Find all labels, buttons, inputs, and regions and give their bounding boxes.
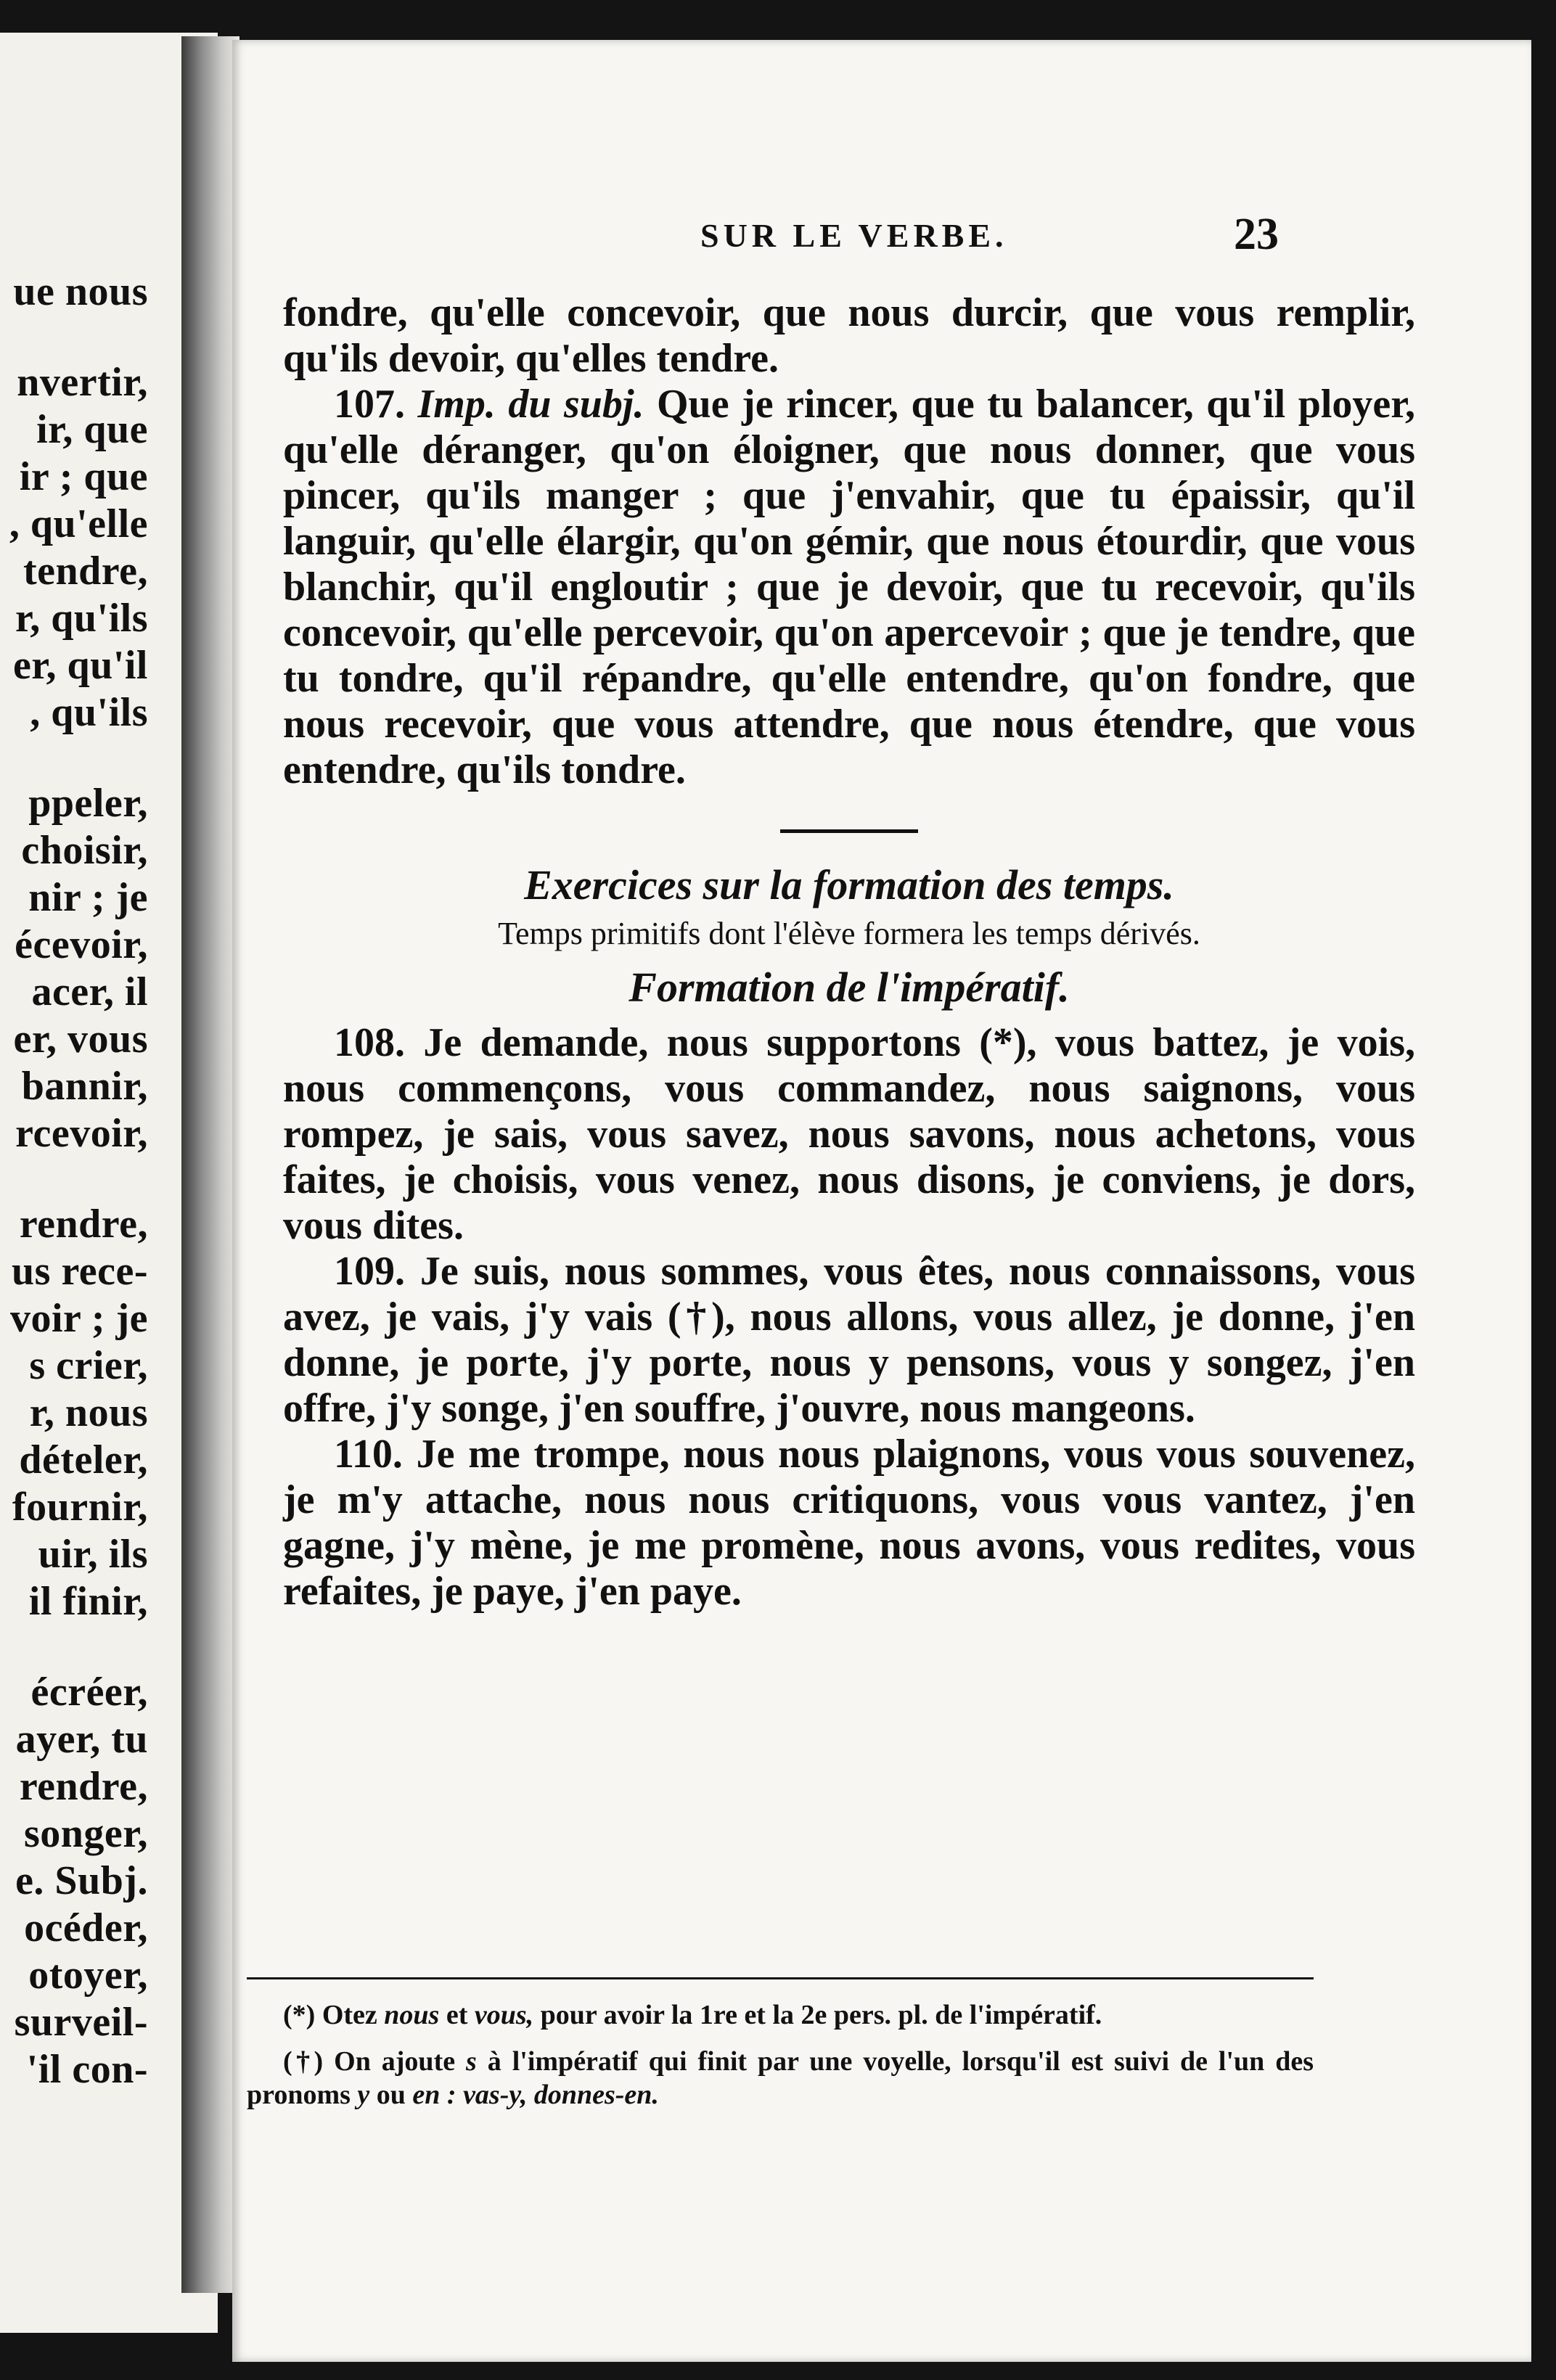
paragraph-text: Que je rincer, que tu balancer, qu'il ployer, qu'elle déranger, qu'on éloigner, que nous donner, que vous pincer, qu'ils manger ; que j'envahir, que tu épaissir, qu'il languir, qu'elle élargir, qu'on gémir, que nous étourdir, que vous blanchir, qu'il engloutir ; que je devoir, que tu recevoir, qu'ils concevoir, qu'elle percevoir, qu'on apercevoir ; que je tendre, que tu tondre, qu'il répandre, qu'elle entendre, qu'on fondre, que nous recevoir, que vous attendre, que nous étendre, que vous entendre, qu'ils tondre. [283, 382, 1415, 792]
facing-page-line: rcevoir, [15, 1111, 148, 1156]
facing-page-line: otoyer, [28, 1953, 148, 1998]
paragraph-label: Imp. du subj. [417, 382, 644, 427]
facing-page-line: songer, [23, 1811, 148, 1856]
paragraph-109 [283, 1249, 1415, 1432]
footnote-text: et [439, 2000, 475, 2030]
paragraph-number: 110. [334, 1432, 403, 1477]
section-divider [780, 829, 918, 833]
facing-page-line: écevoir, [15, 922, 148, 967]
section-subtitle: Temps primitifs dont l'élève formera les temps dérivés. [498, 916, 1200, 951]
footnote-1 [247, 1998, 1314, 2032]
facing-page-line: ue nous [13, 269, 148, 314]
facing-page-line: ayer, tu [15, 1717, 148, 1762]
running-title: SUR LE VERBE. [700, 217, 1008, 254]
facing-page-line: er, qu'il [12, 643, 148, 688]
page-number: 23 [1234, 210, 1279, 259]
footnote-italic: vous, [474, 2000, 534, 2030]
footnote-text: à l'impératif qui finit par une voyelle, lorsqu'il est suivi de l'un des pronoms [247, 2046, 1314, 2110]
footnote-italic: vas-y, donnes-en. [463, 2080, 659, 2110]
footnote-italic: en : [412, 2080, 456, 2110]
facing-page-line: er, vous [13, 1017, 148, 1062]
facing-page-line: océder, [24, 1905, 148, 1950]
facing-page-line: us rece- [12, 1249, 148, 1294]
footnote-mark: (*) [283, 2000, 316, 2030]
footnote-italic: nous [384, 2000, 440, 2030]
facing-page-line: 'il con- [26, 2047, 148, 2092]
facing-page-line: écréer, [30, 1670, 148, 1715]
facing-page-line: , qu'elle [9, 501, 148, 546]
book-gutter [181, 36, 239, 2293]
subsection-title: Formation de l'impératif. [628, 964, 1070, 1011]
facing-page-line: il finir, [28, 1579, 148, 1624]
facing-page-line: rendre, [19, 1764, 148, 1809]
body-text [283, 290, 1415, 1614]
paragraph-number: 107. [334, 382, 405, 427]
paragraph-number: 109. [334, 1249, 405, 1294]
paragraph-text: Je demande, nous supportons (*), vous battez, je vois, nous commençons, vous commandez, nous saignons, vous rompez, je sais, vous savez, nous savons, nous achetons, vous faites, je choisis, vous venez, nous disons, je conviens, je dors, vous dites. [283, 1020, 1415, 1248]
facing-page-line: bannir, [21, 1064, 148, 1109]
paragraph-text: Je me trompe, nous nous plaignons, vous vous souvenez, je m'y attache, nous nous critiquons, vous vous vantez, j'en gagne, j'y mène, je me promène, nous avons, vous redites, vous refaites, je paye, j'en paye. [283, 1432, 1415, 1614]
paragraph-continuation: fondre, qu'elle concevoir, que nous durcir, que vous remplir, qu'ils devoir, qu'elles tendre. [283, 290, 1415, 381]
facing-page-line: choisir, [21, 828, 148, 873]
footnote-rule [247, 1977, 1314, 1979]
facing-page-line: voir ; je [9, 1296, 148, 1341]
facing-page-line: r, qu'ils [15, 596, 148, 641]
footnote-text: ou [369, 2080, 413, 2110]
facing-page-line: nir ; je [28, 875, 148, 920]
book-page [232, 40, 1531, 2362]
facing-page-line: fournir, [12, 1485, 148, 1530]
facing-page-line: acer, il [31, 969, 148, 1014]
footnote-text: Otez [315, 2000, 385, 2030]
paragraph-number: 108. [334, 1020, 405, 1065]
section-title: Exercices sur la formation des temps. [524, 861, 1174, 908]
page-header [464, 209, 1343, 274]
facing-page-line: uir, ils [38, 1532, 148, 1577]
facing-page-line: e. Subj. [15, 1858, 148, 1903]
facing-page-line: ir, que [36, 407, 148, 452]
facing-page-line: surveil- [14, 2000, 148, 2045]
facing-page-line: rendre, [19, 1202, 148, 1247]
paragraph-107 [283, 382, 1415, 793]
paragraph-110 [283, 1432, 1415, 1614]
footnote-italic: y [357, 2080, 370, 2110]
footnote-mark: (†) [283, 2046, 324, 2077]
facing-page-line: nvertir, [17, 360, 148, 405]
facing-page-line: ir ; que [19, 454, 148, 499]
facing-page-line: dételer, [19, 1437, 148, 1482]
facing-page-line: , qu'ils [30, 690, 148, 735]
footnote-italic: s [466, 2046, 477, 2077]
footnote-text [456, 2080, 464, 2110]
footnote-text: pour avoir la 1re et la 2e pers. pl. de l'impératif. [533, 2000, 1102, 2030]
facing-page-line: r, nous [29, 1390, 148, 1435]
paragraph-108 [283, 1020, 1415, 1249]
footnote-2 [247, 2045, 1314, 2112]
facing-page-line: tendre, [23, 549, 148, 594]
facing-page-line: ppeler, [28, 781, 148, 826]
facing-page-line: s crier, [29, 1343, 148, 1388]
footnotes [247, 1977, 1314, 2125]
paragraph-text: Je suis, nous sommes, vous êtes, nous connaissons, vous avez, je vais, j'y vais (†), nous allons, vous allez, je donne, j'en donne, je porte, j'y porte, nous y pensons, vous y songez, j'en offre, j'y songe, j'en souffre, j'ouvre, nous mangeons. [283, 1249, 1415, 1431]
footnote-text: On ajoute [323, 2046, 467, 2077]
